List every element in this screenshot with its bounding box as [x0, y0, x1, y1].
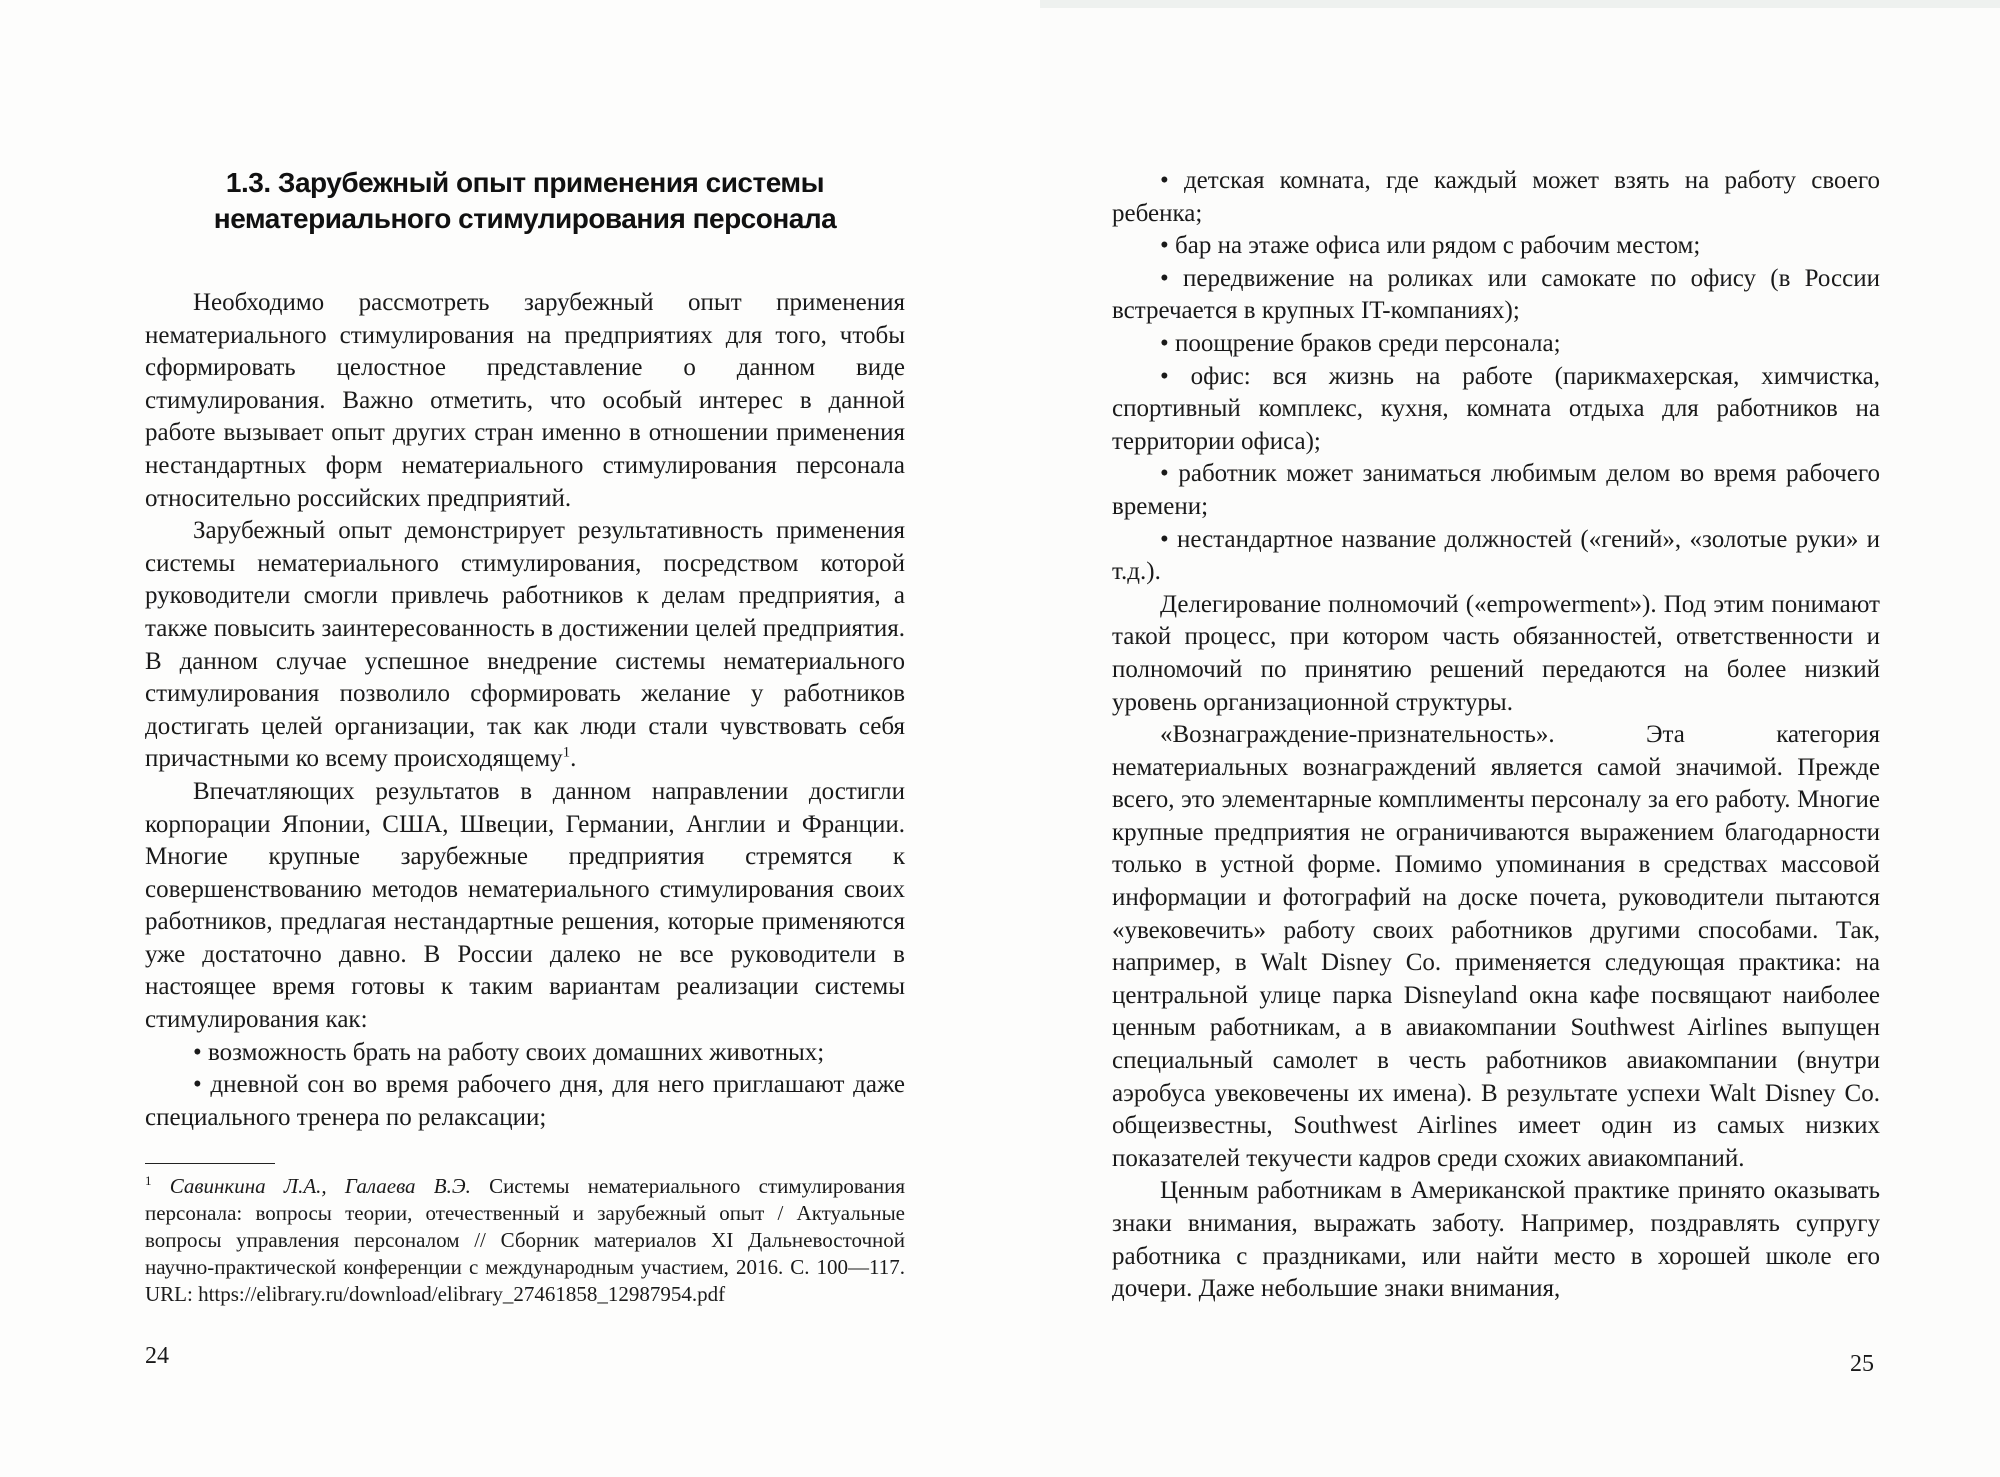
bullet-item: • работник может заниматься любимым делом во время рабочего времени;	[1112, 460, 1880, 520]
right-page-text	[1112, 165, 1880, 1306]
paragraph: «Вознаграждение-признательность». Эта категория нематериальных вознаграждений является самой значимой. Прежде всего, это элементарные комплименты персоналу за его работу. Многие крупные предприятия не ограничиваются выражением благодарности только в устной форме. Помимо упоминания в средствах массовой информации и фотографий на доске почета, руководители пытаются «увековечить» работу своих работников другими способами. Так, например, в Walt Disney Co. применяется следующая практика: на центральной улице парка Disneyland окна кафе посвящают наиболее ценным работникам, а в авиакомпании Southwest Airlines выпущен специальный самолет в честь работников авиакомпании (внутри аэробуса увековечены их имена). В результате успехи Walt Disney Co. общеизвестны, Southwest Airlines имеет один из самых низких показателей текучести кадров среди схожих авиакомпаний.	[1112, 721, 1880, 1172]
footnote-authors: Савинкина Л.А., Галаева В.Э.	[169, 1174, 471, 1198]
bullet-item: • офис: вся жизнь на работе (парикмахерская, химчистка, спортивный комплекс, кухня, комната отдыха для работников на территории офиса);	[1112, 362, 1880, 455]
bullet-item: • нестандартное название должностей («гений», «золотые руки» и т.д.).	[1112, 525, 1880, 586]
footnote-separator	[145, 1163, 275, 1164]
footnote-mark: 1	[145, 1173, 152, 1188]
footnote-text: Системы нематериального стимулирования персонала: вопросы теории, отечественный и зарубежный опыт / Актуальные вопросы управления персоналом // Сборник материалов XI Дальневосточной научно-практической конференции с международным участием, 2016. С. 100—117. URL: https://elibrary.ru/download/elibrary_27461858_12987954.pdf	[145, 1174, 906, 1306]
bullet-item: • передвижение на роликах или самокате по офису (в России встречается в крупных IT-компаниях);	[1112, 264, 1880, 325]
bullet-item: • поощрение браков среди персонала;	[1160, 329, 1561, 357]
footnote-reference[interactable]: 1	[562, 744, 571, 761]
section-title: 1.3. Зарубежный опыт применения системы нематериального стимулирования персонала	[213, 167, 837, 234]
paragraph: Впечатляющих результатов в данном направлении достигли корпорации Японии, США, Швеции, Германии, Англии и Франции. Многие крупные зарубежные предприятия стремятся к совершенствованию методов нематериального стимулирования своих работников, предлагая нестандартные решения, которые применяются уже достаточно давно. В России далеко не все руководители в настоящее время готовы к таким вариантам реализации системы стимулирования как:	[145, 777, 905, 1034]
bullet-item: • возможность брать на работу своих домашних животных;	[193, 1038, 825, 1066]
paragraph: Делегирование полномочий («empowerment»). Под этим понимают такой процесс, при котором часть обязанностей, ответственности и полномочий по принятию решений передаются на более низкий уровень организационной структуры.	[1112, 590, 1880, 716]
bullet-item: • дневной сон во время рабочего дня, для него приглашают даже специального тренера по релаксации;	[145, 1071, 905, 1131]
page-number-right: 25	[1850, 1351, 1874, 1377]
left-page-text	[145, 165, 905, 1134]
paragraph: Ценным работникам в Американской практике принято оказывать знаки внимания, выражать заботу. Например, поздравлять супругу работника с праздниками, или найти место в хорошей школе его дочери. Даже небольшие знаки внимания,	[1112, 1177, 1880, 1303]
top-edge-shading	[1040, 0, 2000, 8]
paragraph-with-footnote: Зарубежный опыт демонстрирует результативность применения системы нематериального стимулирования, посредством которой руководители смогли привлечь работников к делам предприятия, а также повысить заинтересованность в достижении целей предприятия. В данном случае успешное внедрение системы нематериального стимулирования позволило сформировать желание у работников достигать целей организации, так как люди стали чувствовать себя причастными ко всему происходящему$^1$.	[145, 517, 905, 773]
bullet-item: • детская комната, где каждый может взять на работу своего ребенка;	[1112, 167, 1880, 227]
footnote	[145, 1173, 905, 1308]
paragraph-text: Зарубежный опыт демонстрирует результативность применения системы нематериального стимулирования, посредством которой руководители смогли привлечь работников к делам предприятия, а также повысить заинтересованность в достижении целей предприятия. В данном случае успешное внедрение системы нематериального стимулирования позволило сформировать желание у работников достигать целей организации, так как люди стали чувствовать себя причастными ко всему происходящему	[145, 517, 905, 773]
page-number-left: 24	[145, 1343, 169, 1369]
paragraph: Необходимо рассмотреть зарубежный опыт применения нематериального стимулирования на предприятиях для того, чтобы сформировать целостное представление о данном виде стимулирования. Важно отметить, что особый интерес в данной работе вызывает опыт других стран именно в отношении применения нестандартных форм нематериального стимулирования персонала относительно российских предприятий.	[145, 289, 905, 512]
bullet-item: • бар на этаже офиса или рядом с рабочим местом;	[1160, 232, 1701, 260]
